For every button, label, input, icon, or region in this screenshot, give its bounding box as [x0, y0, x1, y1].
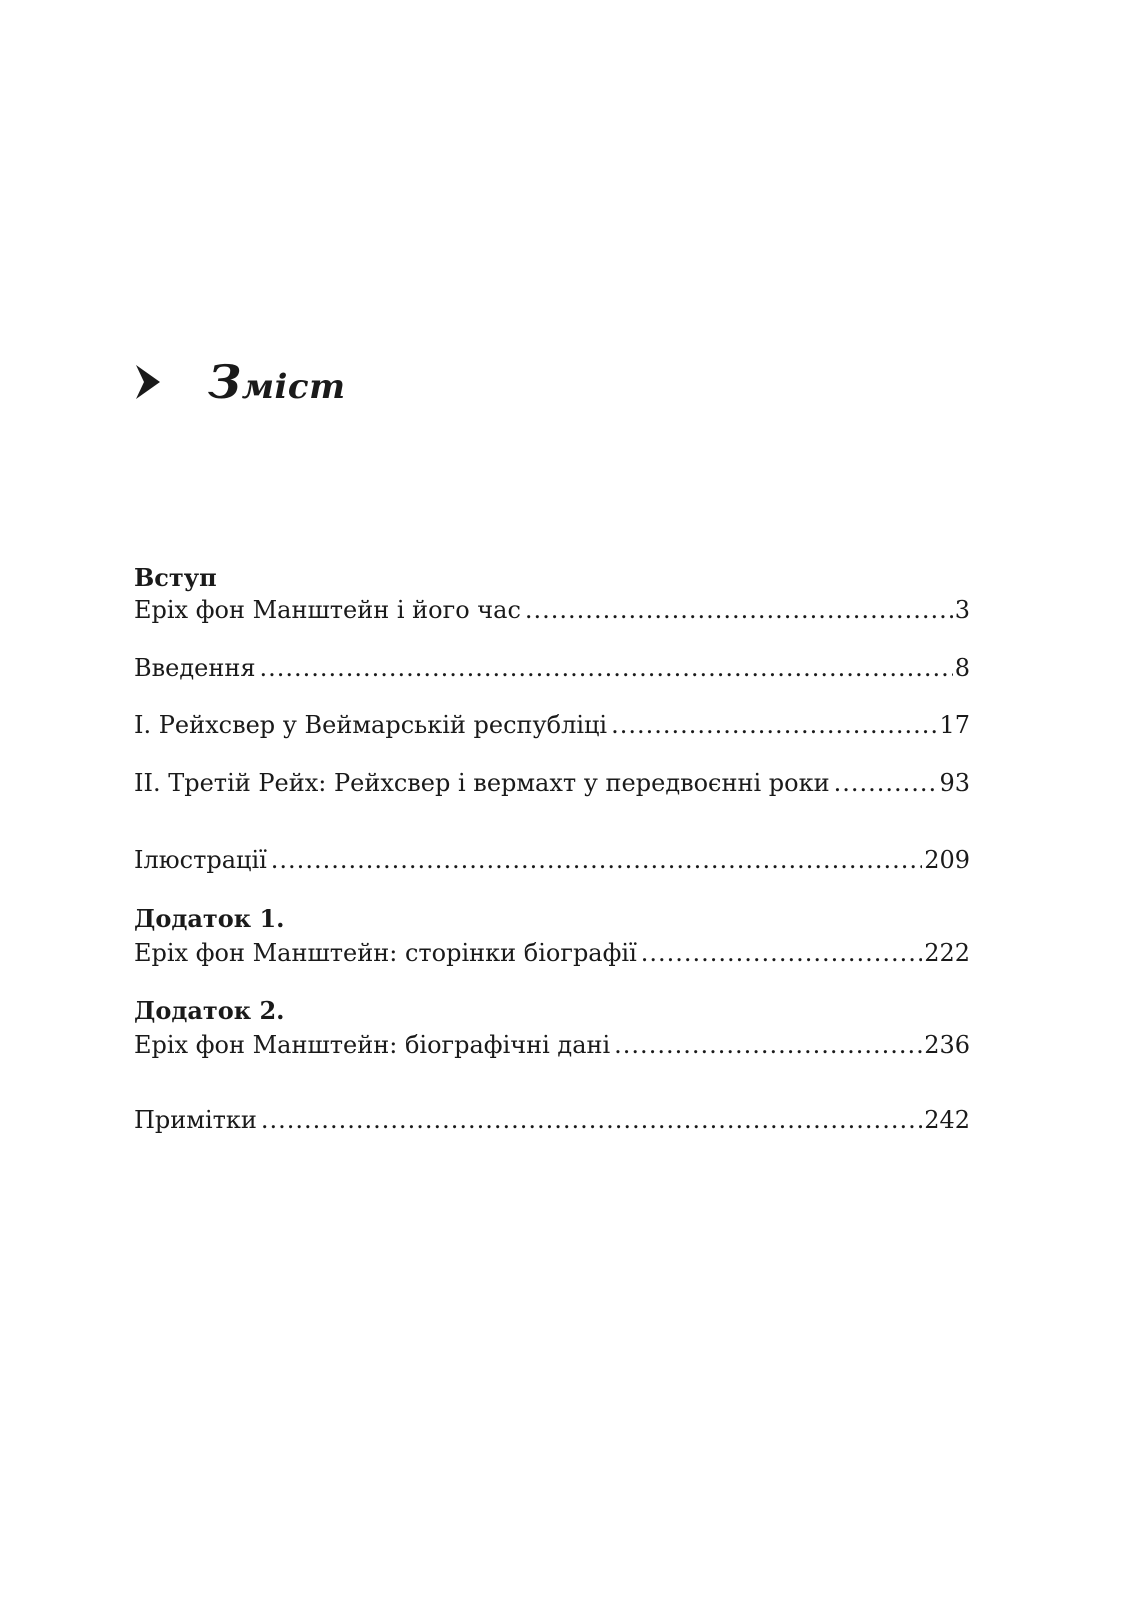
toc-entry[interactable]	[134, 769, 970, 797]
toc-entry-page: 222	[924, 939, 970, 967]
toc-entry[interactable]	[134, 846, 970, 874]
toc-entry[interactable]	[134, 1031, 970, 1059]
toc-entry-title: Еріх фон Манштейн: біографічні дані	[134, 1031, 611, 1059]
section-appendix-2: Додаток 2.	[134, 996, 285, 1025]
toc-entry[interactable]	[134, 711, 970, 739]
toc-leader-dots	[834, 769, 938, 797]
toc-entry[interactable]	[134, 654, 970, 682]
toc-entry[interactable]	[134, 1106, 970, 1134]
toc-entry-page: 209	[924, 846, 970, 874]
toc-entry-title: Еріх фон Манштейн і його час	[134, 596, 521, 624]
chevron-right-icon	[136, 365, 160, 399]
toc-leader-dots	[614, 1031, 922, 1059]
section-intro: Вступ	[134, 563, 217, 592]
title-initial: З	[208, 355, 242, 409]
toc-entry-page: 93	[939, 769, 970, 797]
toc-entry-title: II. Третій Рейх: Рейхсвер і вермахт у передвоєнні роки	[134, 769, 830, 797]
toc-entry-page: 17	[939, 711, 970, 739]
page-heading	[136, 352, 346, 412]
toc-entry-page: 242	[924, 1106, 970, 1134]
toc-leader-dots	[641, 939, 922, 967]
toc-entry[interactable]	[134, 596, 970, 624]
toc-leader-dots	[525, 596, 953, 624]
toc-leader-dots	[261, 1106, 922, 1134]
toc-entry[interactable]	[134, 939, 970, 967]
toc-leader-dots	[611, 711, 937, 739]
toc-entry-page: 8	[954, 654, 970, 682]
toc-entry-title: Еріх фон Манштейн: сторінки біографії	[134, 939, 637, 967]
toc-entry-title: Введення	[134, 654, 256, 682]
toc-entry-page: 3	[954, 596, 970, 624]
toc-leader-dots	[271, 846, 922, 874]
section-appendix-1: Додаток 1.	[134, 904, 285, 933]
toc-entry-title: I. Рейхсвер у Веймарській республіці	[134, 711, 608, 739]
title-rest: міст	[241, 367, 346, 407]
toc-entry-page: 236	[924, 1031, 970, 1059]
toc-entry-title: Примітки	[134, 1106, 257, 1134]
page-title	[208, 355, 346, 409]
toc-entry-title: Ілюстрації	[134, 846, 267, 874]
toc-leader-dots	[259, 654, 952, 682]
